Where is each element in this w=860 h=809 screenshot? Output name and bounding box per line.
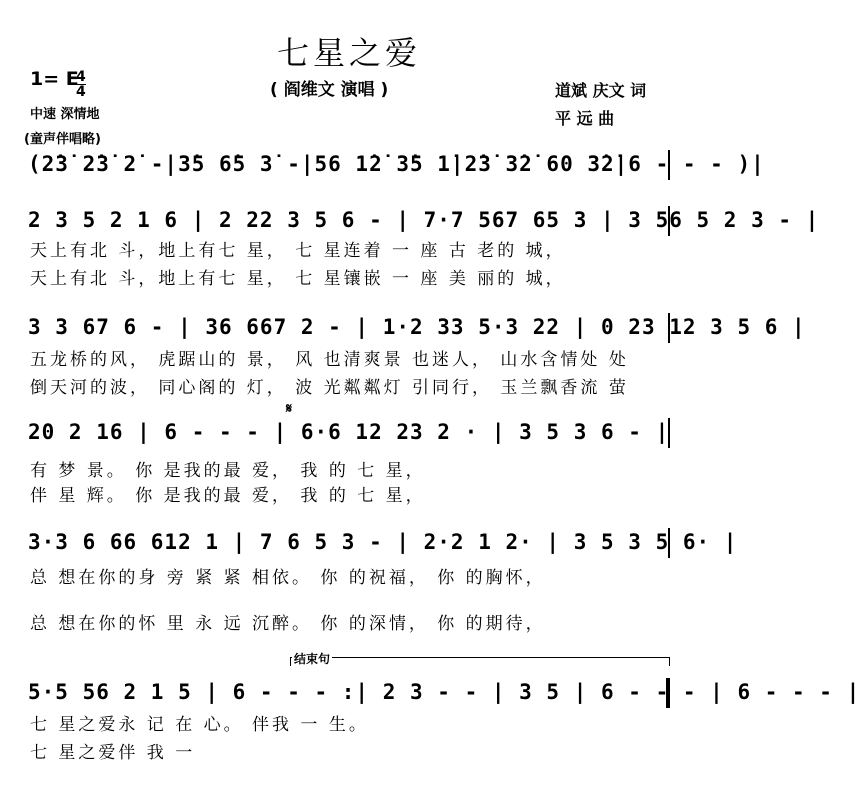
intro-note: (童声伴唱略): [24, 132, 101, 147]
notation-line-2: 2 3 5 2 1 6 | 2 22 3 5 6 - | 7·7 567 65 3 | 3 56 5 2 3 - |: [28, 208, 820, 232]
notation-line-4: 20 2 16 | 6 - - - | 6·6 12 23 2 · | 3 5 3 6 - |: [28, 420, 670, 444]
lyric-line-6a: 七 星之爱永 记 在 心。 伴我 一 生。: [30, 715, 369, 735]
lyricist-credit: 道斌 庆文 词: [555, 81, 647, 100]
lyric-line-3a: 五龙桥的风， 虎踞山的 景， 风 也清爽景 也迷人， 山水含情处 处: [30, 350, 629, 370]
notation-line-6: 5·5 56 2 1 5 | 6 - - - :| 2 3 - - | 3 5 | 6 - - - | 6 - - - |: [28, 680, 860, 704]
barline: [668, 150, 670, 180]
time-signature-bottom: 4: [76, 84, 86, 100]
barline: [668, 313, 670, 343]
time-signature: [76, 70, 86, 99]
song-title: 七星之爱: [276, 34, 421, 72]
lyric-line-6b: 七 星之爱伴 我 一: [30, 743, 196, 763]
time-signature-top: 4: [76, 69, 86, 85]
key-signature: 1= E: [30, 68, 79, 90]
barline: [668, 528, 670, 558]
segno-sign: 𝄋: [286, 401, 293, 417]
tempo-marking: 中速 深情地: [30, 107, 100, 122]
lyric-line-2b: 天上有北 斗，地上有七 星， 七 星镶嵌 一 座 美 丽的 城，: [30, 269, 566, 289]
notation-line-5: 3·3 6 66 612 1 | 7 6 5 3 - | 2·2 1 2· | 3 5 3 5 6· |: [28, 530, 738, 554]
performer-credit: ( 阎维文 演唱 ): [270, 80, 389, 100]
lyric-line-5a: 总 想在你的身 旁 紧 紧 相依。 你 的祝福， 你 的胸怀，: [30, 568, 546, 588]
lyric-line-4a: 有 梦 景。 你 是我的最 爱， 我 的 七 星，: [30, 461, 426, 481]
ending-bracket: [290, 657, 670, 666]
lyric-line-5b: 总 想在你的怀 里 永 远 沉醉。 你 的深情， 你 的期待，: [30, 614, 546, 634]
final-barline: [666, 678, 670, 708]
barline: [668, 206, 670, 236]
lyric-line-2a: 天上有北 斗，地上有七 星， 七 星连着 一 座 古 老的 城，: [30, 241, 566, 261]
barline: [668, 418, 670, 448]
lyric-line-3b: 倒天河的波， 同心阁的 灯， 波 光粼粼灯 引同行， 玉兰飘香流 萤: [30, 378, 629, 398]
notation-line-3: 3 3 67 6 - | 36 667 2 - | 1·2 33 5·3 22 | 0 23 12 3 5 6 |: [28, 315, 806, 339]
composer-credit: 平 远 曲: [555, 109, 615, 128]
ending-label: 结束句: [294, 652, 331, 666]
notation-line-1: (2̇3̇ 2̇3̇ 2̇ -|3̇5 6̇5 3̇ -|56 1̇2̇ 3̇5 1̇|2̇3̇ 3̇2̇ 60 3̇2̇|6 - - - )|: [28, 152, 765, 176]
lyric-line-4b: 伴 星 辉。 你 是我的最 爱， 我 的 七 星，: [30, 486, 426, 506]
